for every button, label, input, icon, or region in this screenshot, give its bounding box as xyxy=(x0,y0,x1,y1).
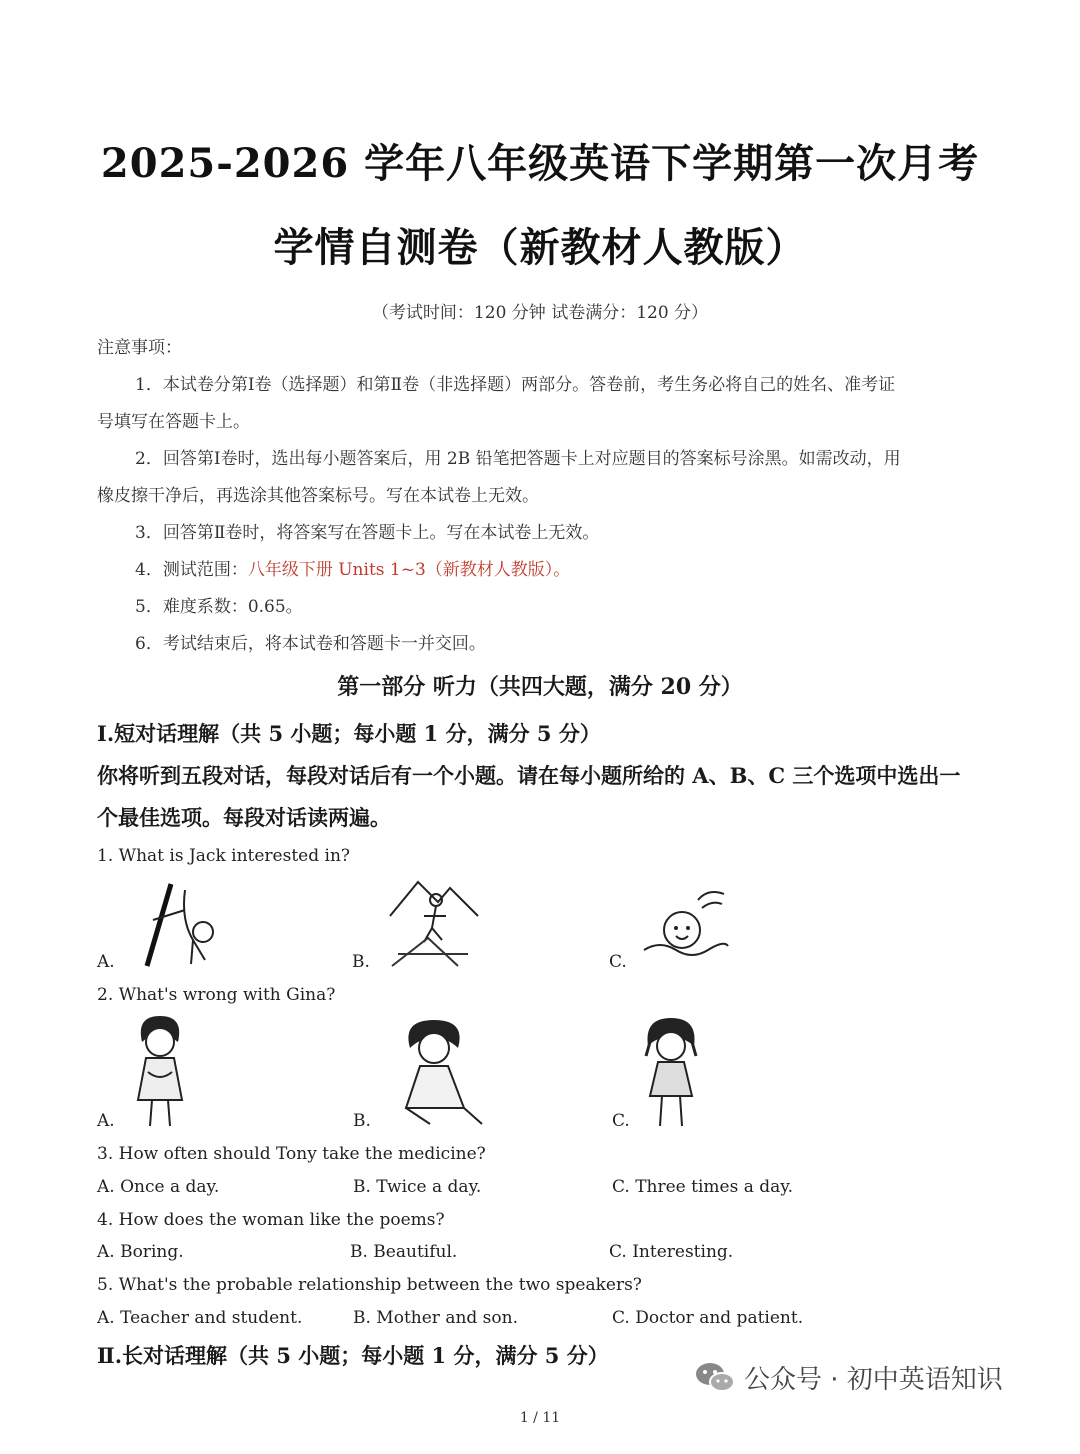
note-item-4-scope: 八年级下册 Units 1~3（新教材人教版）。 xyxy=(247,560,571,580)
q2-option-b: B. xyxy=(353,1111,371,1131)
question-5: 5. What's the probable relationship between the two speakers? xyxy=(97,1275,642,1295)
note-item-4-prefix: 4．测试范围： xyxy=(135,560,248,580)
q3-option-c: C. Three times a day. xyxy=(612,1177,794,1197)
part1-title: 第一部分 听力（共四大题，满分 20 分） xyxy=(337,674,743,700)
q2-option-c: C. xyxy=(612,1111,630,1131)
question-1: 1. What is Jack interested in? xyxy=(97,846,351,866)
q1-option-c: C. xyxy=(609,952,627,972)
note-item-5: 5．难度系数：0.65。 xyxy=(135,597,303,617)
note-item-1b: 号填写在答题卡上。 xyxy=(97,412,250,432)
swimming-image xyxy=(636,880,730,968)
note-item-3: 3．回答第Ⅱ卷时，将答案写在答题卡上。写在本试卷上无效。 xyxy=(135,523,600,543)
rock-climbing-image xyxy=(133,880,223,970)
exam-title-line1: 2025-2026 学年八年级英语下学期第一次月考 xyxy=(100,140,980,187)
section1-instruction-a: 你将听到五段对话，每段对话后有一个小题。请在每小题所给的 A、B、C 三个选项中选出一 xyxy=(97,763,961,788)
note-item-6: 6．考试结束后，将本试卷和答题卡一并交回。 xyxy=(135,634,486,654)
girl-hurt-knee-image xyxy=(386,1016,486,1128)
q3-option-a: A. Once a day. xyxy=(97,1177,220,1197)
wechat-watermark xyxy=(694,1356,1064,1398)
q5-option-a: A. Teacher and student. xyxy=(97,1308,303,1328)
q1-option-a: A. xyxy=(97,952,115,972)
exam-title-line2: 学情自测卷（新教材人教版） xyxy=(273,224,807,271)
q5-option-c: C. Doctor and patient. xyxy=(612,1308,804,1328)
section1-instruction-b: 个最佳选项。每段对话读两遍。 xyxy=(97,805,391,830)
question-4: 4. How does the woman like the poems? xyxy=(97,1210,445,1230)
page-number: 1 / 11 xyxy=(519,1410,561,1426)
hiking-image xyxy=(388,876,480,970)
q3-option-b: B. Twice a day. xyxy=(353,1177,482,1197)
exam-info: （考试时间：120 分钟 试卷满分：120 分） xyxy=(371,303,709,323)
notes-heading: 注意事项： xyxy=(97,338,182,358)
question-2: 2. What's wrong with Gina? xyxy=(97,985,336,1005)
girl-stomachache-image xyxy=(128,1012,192,1130)
section2-title: Ⅱ.长对话理解（共 5 小题；每小题 1 分，满分 5 分） xyxy=(97,1343,609,1368)
note-item-1a: 1．本试卷分第Ⅰ卷（选择题）和第Ⅱ卷（非选择题）两部分。答卷前，考生务必将自己的姓名、准考证 xyxy=(135,375,896,395)
note-item-2a: 2．回答第Ⅰ卷时，选出每小题答案后，用 2B 铅笔把答题卡上对应题目的答案标号涂黑。如需改动，用 xyxy=(135,449,901,469)
watermark-text: 公众号 · 初中英语知识 xyxy=(744,1364,1003,1395)
section1-title: Ⅰ.短对话理解（共 5 小题；每小题 1 分，满分 5 分） xyxy=(97,721,601,746)
q4-option-b: B. Beautiful. xyxy=(350,1242,458,1262)
wechat-icon xyxy=(694,1360,736,1394)
q5-option-b: B. Mother and son. xyxy=(353,1308,518,1328)
question-3: 3. How often should Tony take the medicine? xyxy=(97,1144,486,1164)
girl-toothache-image xyxy=(636,1016,706,1130)
q2-option-a: A. xyxy=(97,1111,115,1131)
q4-option-c: C. Interesting. xyxy=(609,1242,734,1262)
q4-option-a: A. Boring. xyxy=(97,1242,184,1262)
q1-option-b: B. xyxy=(352,952,370,972)
note-item-2b: 橡皮擦干净后，再选涂其他答案标号。写在本试卷上无效。 xyxy=(97,486,539,506)
note-item-4 xyxy=(135,552,570,589)
